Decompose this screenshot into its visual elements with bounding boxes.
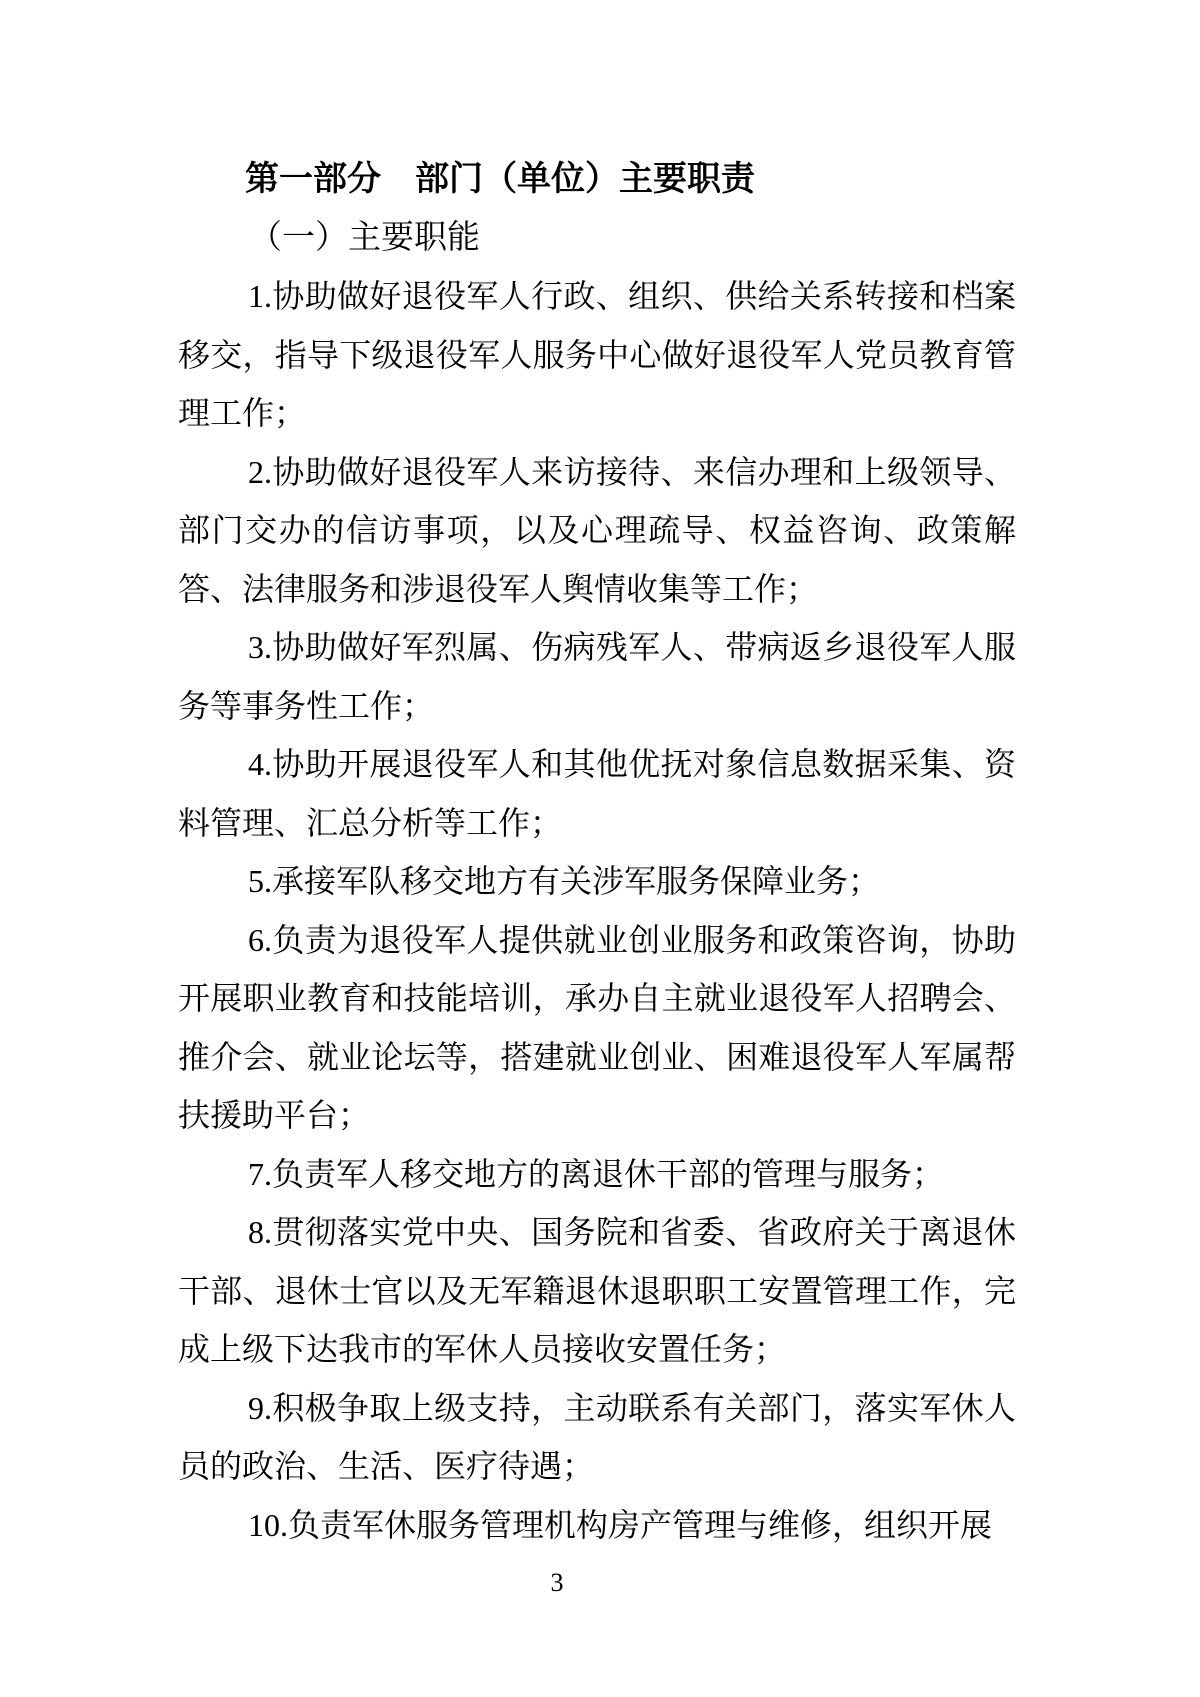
paragraph: 5.承接军队移交地方有关涉军服务保障业务； [248,863,881,899]
paragraph: 4.协助开展退役军人和其他优抚对象信息数据采集、资料管理、汇总分析等工作； [178,746,1016,841]
body-paragraphs [178,267,1016,1554]
paragraph: 2.协助做好退役军人来访接待、来信办理和上级领导、部门交办的信访事项，以及心理疏导、权益咨询、政策解答、法律服务和涉退役军人舆情收集等工作； [178,453,1016,607]
paragraph: 3.协助做好军烈属、伤病残军人、带病返乡退役军人服务等事务性工作； [178,629,1016,724]
subsection-heading: （一）主要职能 [249,219,480,256]
paragraph: 7.负责军人移交地方的离退休干部的管理与服务； [248,1155,945,1192]
page-number: 3 [550,1568,564,1597]
section-title: 第一部分 部门（单位）主要职责 [245,160,755,198]
paragraph: 6.负责为退役军人提供就业创业服务和政策咨询，协助开展职业教育和技能培训，承办自主就业退役军人招聘会、推介会、就业论坛等，搭建就业创业、困难退役军人军属帮扶援助平台； [178,921,1016,1133]
paragraph: 10.负责军休服务管理机构房产管理与维修，组织开展 [248,1506,993,1543]
paragraph: 9.积极争取上级支持，主动联系有关部门，落实军休人员的政治、生活、医疗待遇； [178,1389,1016,1484]
paragraph: 8.贯彻落实党中央、国务院和省委、省政府关于离退休干部、退休士官以及无军籍退休退职职工安置管理工作，完成上级下达我市的军休人员接收安置任务； [178,1214,1016,1367]
paragraph: 1.协助做好退役军人行政、组织、供给关系转接和档案移交，指导下级退役军人服务中心做好退役军人党员教育管理工作； [178,278,1016,431]
document-content [178,150,1016,1554]
